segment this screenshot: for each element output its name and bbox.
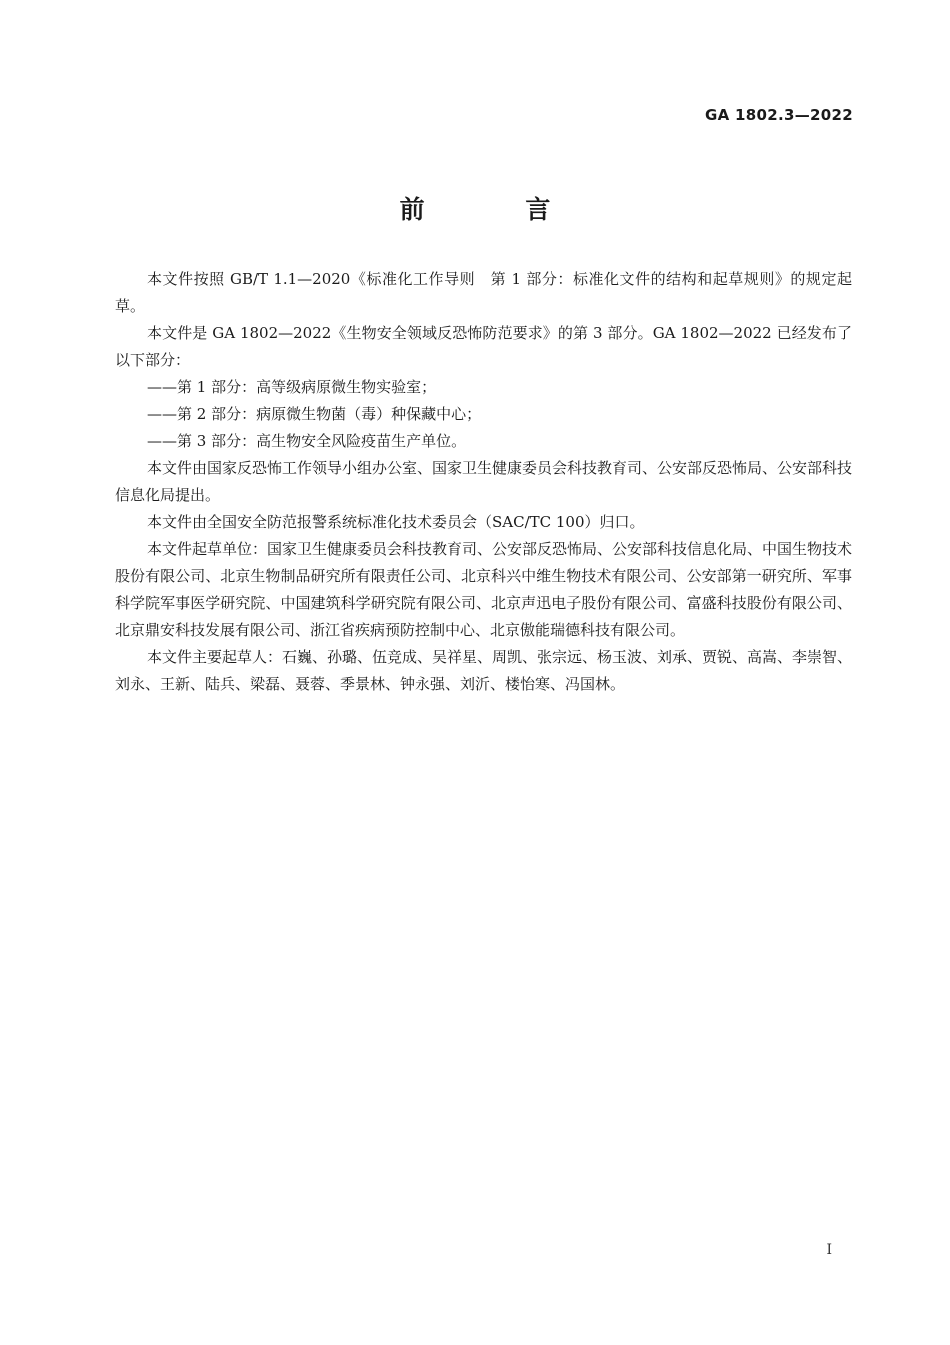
paragraph-drafters: 本文件主要起草人：石巍、孙璐、伍竞成、吴祥星、周凯、张宗远、杨玉波、刘承、贾锐、高嵩、李崇智、刘永、王新、陆兵、梁磊、聂蓉、季景林、钟永强、刘沂、楼怡寒、冯国林。 <box>115 648 853 693</box>
list-item-part-3: ——第 3 部分：高生物安全风险疫苗生产单位。 <box>147 432 467 450</box>
foreword-body <box>115 266 852 698</box>
paragraph-committee: 本文件由全国安全防范报警系统标准化技术委员会（SAC/TC 100）归口。 <box>147 513 645 531</box>
list-item-part-1: ——第 1 部分：高等级病原微生物实验室； <box>147 378 437 396</box>
paragraph-part-info: 本文件是 GA 1802—2022《生物安全领域反恐怖防范要求》的第 3 部分。GA 1802—2022 已经发布了以下部分： <box>115 324 852 369</box>
paragraph-drafting-rules: 本文件按照 GB/T 1.1—2020《标准化工作导则 第 1 部分：标准化文件的结构和起草规则》的规定起草。 <box>115 270 852 315</box>
page-number: I <box>826 1242 832 1258</box>
page-title: 前 言 <box>399 195 597 224</box>
standard-code: GA 1802.3—2022 <box>705 106 853 124</box>
list-item-part-2: ——第 2 部分：病原微生物菌（毒）种保藏中心； <box>147 405 482 423</box>
paragraph-proposer: 本文件由国家反恐怖工作领导小组办公室、国家卫生健康委员会科技教育司、公安部反恐怖局、公安部科技信息化局提出。 <box>115 459 853 504</box>
paragraph-drafting-units: 本文件起草单位：国家卫生健康委员会科技教育司、公安部反恐怖局、公安部科技信息化局、中国生物技术股份有限公司、北京生物制品研究所有限责任公司、北京科兴中维生物技术有限公司、公安部第一研究所、军事科学院军事医学研究院、中国建筑科学研究院有限公司、北京声迅电子股份有限公司、富盛科技股份有限公司、北京鼎安科技发展有限公司、浙江省疾病预防控制中心、北京傲能瑞德科技有限公司。 <box>115 540 853 639</box>
